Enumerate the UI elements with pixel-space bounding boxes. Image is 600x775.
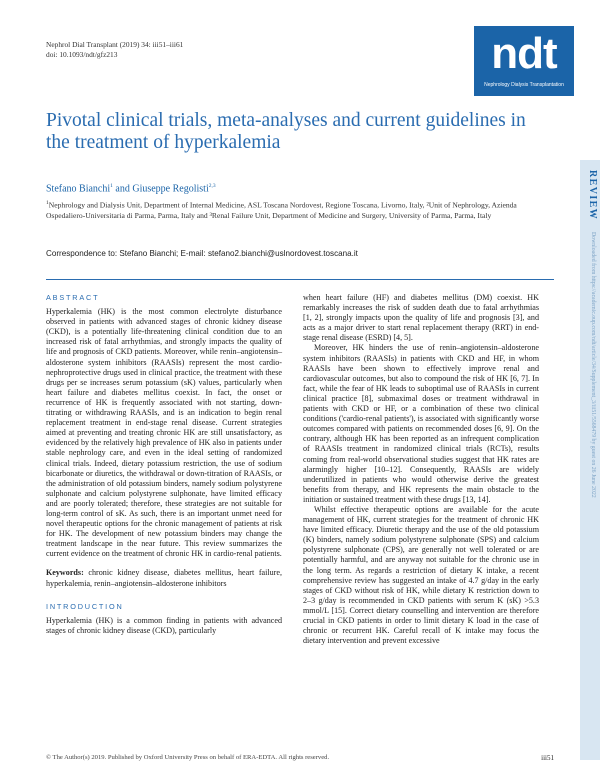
body-paragraph: Moreover, HK hinders the use of renin–angiotensin–aldosterone system inhibitors (RAASIs) in patients with CKD and HF, in whom RAASIs have been shown to effectively improve renal and cardiovascular outcomes, but also to compound the risk of HK [6, 7]. In fact, while the fear of HK leads to suboptimal use of RAASIs in current clinical practice [8], submaximal doses or treatment withdrawal in patients with CKD or HF, or a combination of these two clinical conditions ('cardio-renal patients'), is associated with significantly worse outcomes compared with patients on recommended doses [6, 9]. On the contrary, although HK has been reported as an infrequent complication of RAASIs treatment in randomized clinical trials (RCTs), results coming from real-world observational studies suggest that HK rates are alarmingly higher [10–12]. Consequently, RAASIs are widely underutilized in patients who would otherwise derive the greatest benefits from therapy, and HK represents the main obstacle to the initiation or sustained treatment with these drugs [13, 14]. [303,343,539,504]
journal-citation [46,40,183,59]
author-2-sup: 2,3 [208,183,216,189]
journal-volume-line: Nephrol Dial Transplant (2019) 34: iii51–iii61 [46,40,184,49]
affiliations-text: Nephrology and Dialysis Unit, Department of Internal Medicine, ASL Toscana Nordovest, Regione Toscana, Livorno, Italy, ²Unit of Nephrology, Azienda Ospedaliero-Universitaria di Parma, Parma, Italy and ³Renal Failure Unit, Department of Medicine and Surgery, University of Parma, Parma, Italy [46,200,517,221]
correspondence[interactable]: Correspondence to: Stefano Bianchi; E-mail: stefano2.bianchi@uslnordovest.toscana.it [46,249,358,258]
logo-text: ndt [491,29,557,78]
body-paragraph: Whilst effective therapeutic options are available for the acute management of HK, current strategies for the treatment of chronic HK have limited efficacy. Diuretic therapy and the use of the old potassium (K) binders, namely sodium polystyrene sulphonate (SPS) and calcium polystyrene sulphonate (CPS), are generally not well tolerated or are potentially harmful, and are anyway not suitable for the chronic use in the long term. As regards a restriction of dietary K intake, a recent comprehensive review has suggested an intake of 4.7 g/day in the early stages of CKD without risk of HK, while dietary K restriction down to 2–3 g/day is recommended in CKD patients with serum K (sK) >5.3 mmol/L [15]. Correct dietary counselling and intervention are therefore crucial in CKD patients in order to limit dietary K load in the case of chronic or recurrent HK. Careful recall of K intake may focus the dietary intervention and prevent excessive [303,504,539,646]
author-list [46,183,216,194]
section-tag: REVIEW [587,170,598,221]
copyright: © The Author(s) 2019. Published by Oxford University Press on behalf of ERA-EDTA. All rights reserved. [46,754,330,761]
keywords-text: chronic kidney disease, diabetes mellitus, heart failure, hyperkalemia, renin–angiotensin–aldosterone inhibitors [46,568,282,588]
introduction-heading: INTRODUCTION [46,601,124,611]
author-1-sup: 1 [110,183,113,189]
affil-sup: 1 [46,200,49,206]
abstract-heading: ABSTRACT [46,293,100,302]
author-1[interactable]: Stefano Bianchi [46,183,111,195]
body-paragraph: when heart failure (HF) and diabetes mellitus (DM) coexist. HK remarkably increases the risk of sudden death due to fatal arrhythmias [1, 2], strongly impacts upon the quality of life and prognosis [3], and acts as a major driver to start renal replacement therapy (RRT) in end-stage renal disease (ESRD) [4, 5]. [303,293,539,343]
keywords-label: Keywords: [46,568,84,578]
article-title: Pivotal clinical trials, meta-analyses and current guidelines in the treatment of hyperkalemia [46,110,526,153]
keywords [46,568,282,588]
abstract-text: Hyperkalemia (HK) is the most common electrolyte disturbance observed in patients with advanced stages of chronic kidney disease (CKD), is a potentially life-threatening clinical condition due to an increased risk of fatal arrhythmias, and strongly impacts the quality of life and prognosis of CKD patients. Moreover, while renin–angiotensin–aldosterone system inhibitors (RAASIs) represent the most cardio-nephroprotective drugs used in clinical practice, the treatment with these drugs per se increases serum potassium (sK) values, particularly when heart failure and diabetes mellitus coexist. In fact, the onset or recurrence of HK is frequently associated with not starting, down-titrating or withdrawing RAASIs, and is an indication to begin renal replacement treatment in end-stage renal disease. Current strategies aimed at preventing and treating chronic HK are still unsatisfactory, as evidenced by the relatively high prevalence of HK also in patients under stable nephrology care, and even in the ideal setting of randomized clinical trials. Indeed, dietary potassium restriction, the use of sodium bicarbonate or diuretics, the withdrawal or down-titration of RAASIs, or the administration of old potassium binders, namely sodium polystyrene sulphonate and calcium polystyrene sulphonate, have limited efficacy and are poorly tolerated; therefore, these strategies are not suitable for long-term control of sK. As such, there is an important unmet need for novel therapeutic options for the chronic management of patients at risk for HK. The development of new potassium binders may change the treatment landscape in the near future. This review summarizes the current evidence on the treatment of chronic HK in cardio-renal patients. [46,307,282,559]
page-number: iii51 [541,754,554,762]
divider [46,279,554,280]
journal-doi-line: doi: 10.1093/ndt/gfz213 [46,49,118,59]
right-column [303,293,539,646]
download-note: Downloaded from https://academic.oup.com/ndt/article/34/Supplement_3/iii51/5568479 by guest on 26 June 2022 [590,232,596,498]
left-column [46,293,282,636]
author-2[interactable]: and Giuseppe Regolisti [112,183,209,195]
affiliations [46,198,556,222]
journal-logo [474,26,574,96]
page-footer [46,754,554,761]
logo-subtext: Nephrology Dialysis Transplantation [484,82,564,88]
introduction-text: Hyperkalemia (HK) is a common finding in patients with advanced stages of chronic kidney disease (CKD), particularly [46,615,282,635]
